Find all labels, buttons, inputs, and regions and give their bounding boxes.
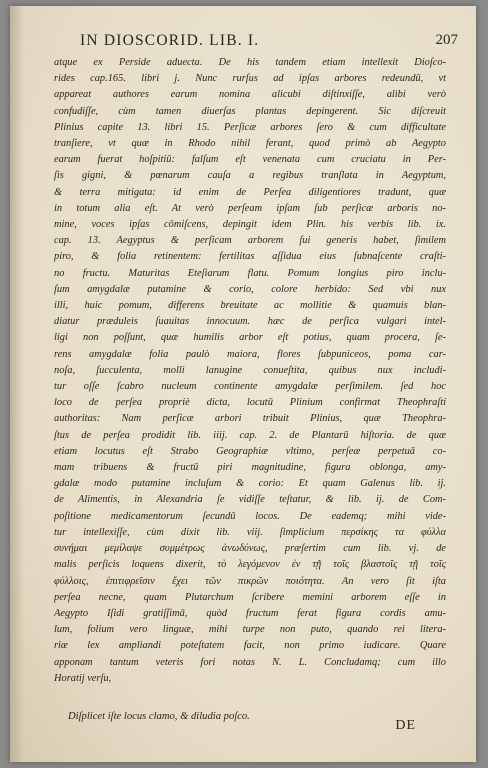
text-line: mine, voces ipſas cōmiſcens, depingit idem Plin. his verbis lib. ix. [54,219,446,231]
book-page [10,6,476,762]
text-line: atque ex Perside aduecta. De his tandem etiam intellexit Dioſco- [54,57,446,68]
text-line: loco de perſea propriè dicta, locutū Plinium confirmat Theophraſti [54,397,446,409]
text-line: malis perſicis loquens dixerit, τὸ λεγόμενον ἐν τῇ τοῖς βλαστοῖς τῇ τοῖς [54,559,446,571]
page-number: 207 [435,32,458,48]
body-text [54,55,446,687]
text-line: Horatij verſu, [54,672,112,684]
text-line: illi, huic pomum, differens breuitate ac mollitie & quamuis blan- [54,300,446,312]
text-line: piro, & folia retinentem: fertilitas aſſidua eius ſubnaſcente craſti- [54,251,446,263]
text-line: rens amygdalæ folia paulò maiora, flores ſubpuniceos, poma car- [54,348,446,360]
catchword: DE [395,718,416,733]
text-line: lum, folium vero linguæ, mihi turpe non puto, quando rei litera- [54,624,446,636]
text-line: mam tribuens & fructū piri magnitudine, figura oblonga, amy- [54,462,446,474]
text-line: ſum amygdalæ putamine & corio, colore herbido: Sed vbi nux [54,283,446,295]
text-line: perſea necne, quam Plutarchum ſcribere memini arborem eſſe in [54,591,446,603]
text-line: rides cap.165. libri j. Nunc rurſus ad ipſas arbores redeundū, vt [54,73,446,85]
text-line: noſa, ſucculenta, molli lanugine conueſtita, quibus nux includi- [54,364,446,376]
text-line: tranſiere, vt quæ in Rhodo nihil ferant, quod primò ab Aegypto [54,138,446,150]
text-line: de Alimentis, in Alexandria ſe vidiſſe teſtatur, & lib. ij. de Com- [54,494,446,506]
text-line: ſtus de perſea prodidit lib. iiij. cap. 2. de Plantarū hiſtoria. de quæ [54,429,446,441]
text-line: tur intellexiſſe, cùm dixit lib. viij. ſimplicium περσίκης τα φύλλα [54,526,446,538]
text-line: cap. 13. Aegyptus & perſicam arborem ſui generis habet, ſimilem [54,235,446,247]
text-line: ligi non poſſunt, quæ humilis arbor eſt potius, quam procera, ſe- [54,332,446,344]
text-line: φύλλοις, ἐπιτιφρεῖσιν ἔχει τῶν πικρῶν ποιότητα. An vero ſit iſta [54,575,446,587]
text-line: Aegypto Iſidi gratiſſimā, quòd fructum ferat figura cordis amu- [54,607,446,619]
text-line: confudiſſe, cùm tamen diuerſas plantas depingerent. Sic diſcreuit [54,105,446,117]
text-line: in totum alia eſt. At verò perſeam ipſam ſub perſicæ arboris no- [54,202,446,214]
running-title: IN DIOSCORID. LIB. I. [80,32,260,49]
text-line: poſitione medicamentorum ſecundū locos. De eademq; mihi vide- [54,510,446,522]
verse-quotation: Diſplicet iſte locus clamo, & diludia poſco. [68,711,250,722]
text-line: authoritas: Nam perſicæ arbori tribuit Plinius, quæ Theophra- [54,413,446,425]
text-line: earum fuerat hoſpitiū: falſum eſt venenata cum cruciatu in Per- [54,154,446,166]
text-line: no fructu. Maturitas Eteſiarum flatu. Pomum longius piro inclu- [54,267,446,279]
text-line: tur oſſe ſcabro nucleum continente amygdalæ perſimilem. ſed hoc [54,381,446,393]
text-line: riæ lex ampliandi poteſtatem facit, non primo iudicare. Quare [54,640,446,652]
text-line: etiam locutus eſt Strabo Geographiæ vltimo, perſeæ perpetuā co- [54,445,446,457]
text-line: συνήμαι μεμίλαψε συμμέτρως ἀνωδύνως, præſertim cum lib. vj. de [54,543,446,555]
text-line: & terra mitigata: id enim de Perſea diligentiores tradunt, quæ [54,186,446,198]
text-line: apponam tantum veteris fori notas N. L. Concludamq; cum illo [54,656,446,668]
text-line: gdalæ modo putamine incluſum & corio: Et quam Galenus lib. ij. [54,478,446,490]
page-gutter-shadow [10,6,24,762]
text-line: diatur præduleis ſuauitas innocuum. hæc de perſica vulgari intel- [54,316,446,328]
text-line: ſis gigni, & pœnarum cauſa a regibus tranſlata in Aegyptum, [54,170,446,182]
text-line: appareat authores earum nomina alicubi diſtinxiſſe, alibi verò [54,89,446,101]
text-line: Plinius capite 13. libri 15. Perſicæ arbores ſero & cum difficultate [54,121,446,133]
